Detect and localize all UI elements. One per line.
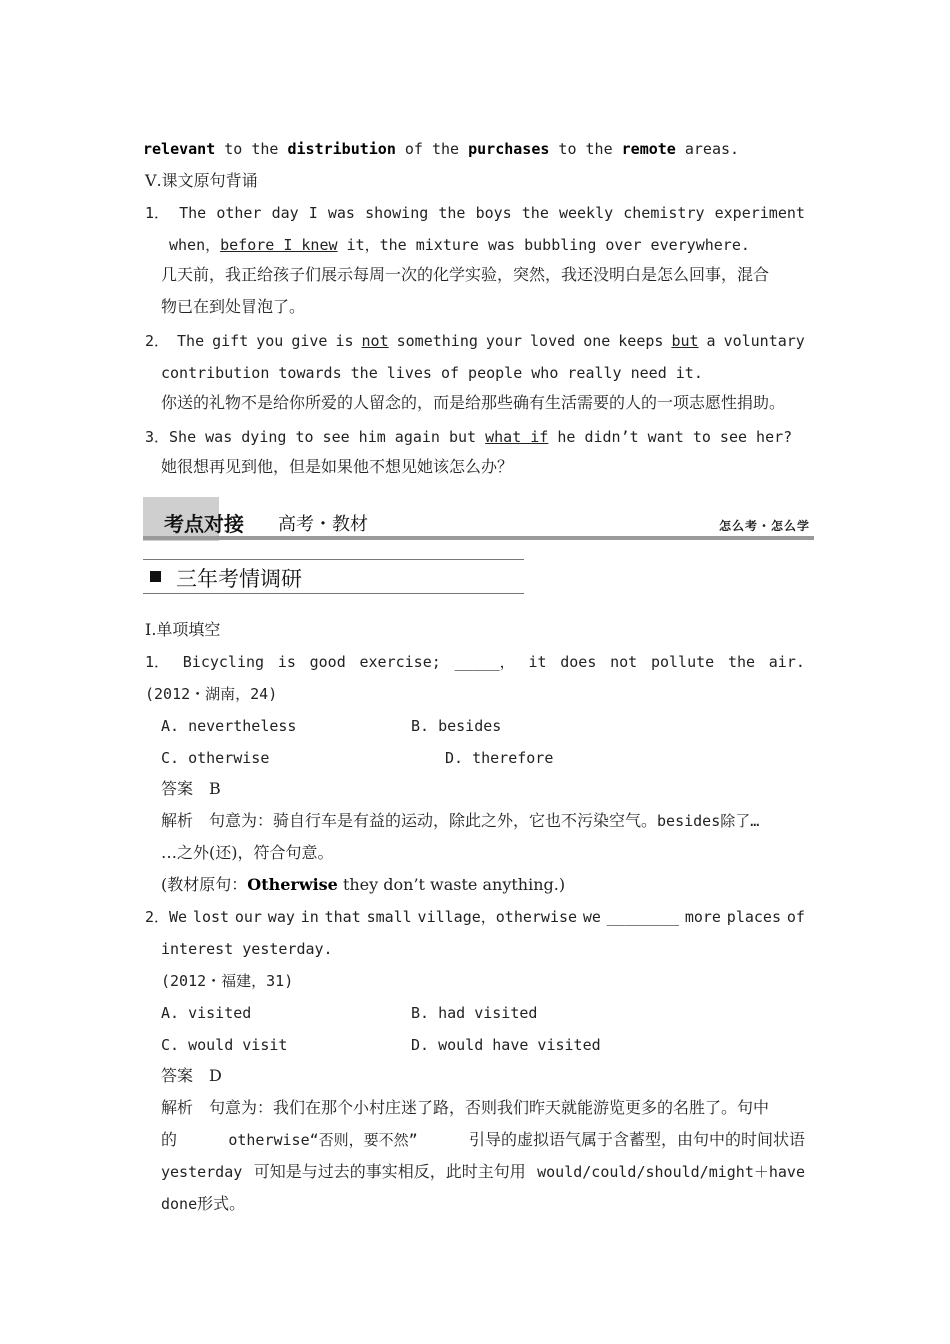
word: we — [582, 908, 601, 926]
word: voluntary — [723, 332, 805, 350]
text-segment: yesterday — [161, 1163, 243, 1181]
word: the — [521, 204, 549, 222]
banner-title: 考点对接 — [164, 512, 244, 536]
question-2-line-2: interest yesterday. — [161, 940, 333, 958]
word: the — [727, 653, 756, 671]
word: places — [726, 908, 781, 926]
word: 1． — [145, 653, 170, 671]
word: day — [271, 204, 299, 222]
sentence-3-translation: 她很想再见到他，但是如果他不想见她该怎么办？ — [161, 457, 514, 476]
text-segment: what if — [485, 428, 549, 446]
word: weekly — [558, 204, 614, 222]
question-1-source: (2012・湖南，24) — [145, 685, 278, 703]
text-segment: 引导的虚拟语气属于含蓄型，由句中的时间状语 — [468, 1130, 805, 1149]
text-segment: 形式。 — [197, 1194, 246, 1213]
word: Bicycling — [182, 653, 265, 671]
question-1-option-b: B. besides — [411, 717, 502, 735]
text-segment: 解析 句意为：骑自行车是有益的运动，除此之外，它也不污染空气。 — [161, 811, 658, 830]
word: good — [309, 653, 346, 671]
sentence-2-line-1 — [145, 331, 805, 351]
word: boys — [475, 204, 512, 222]
question-2-option-c: C. would visit — [161, 1036, 288, 1054]
text-segment: to the — [215, 140, 288, 158]
section-top-rule — [143, 559, 524, 560]
text-segment: remote — [621, 140, 676, 158]
section-title: 三年考情调研 — [176, 567, 302, 591]
word: _____， — [454, 653, 515, 671]
word: does — [560, 653, 597, 671]
sentence-2-line-2: contribution towards the lives of people who really need it. — [161, 364, 703, 382]
word: our — [234, 908, 262, 926]
word: 2．We — [145, 908, 188, 926]
word: keeps — [618, 332, 664, 350]
word: I — [308, 204, 318, 222]
continuation-line — [143, 139, 739, 159]
word: a — [706, 332, 716, 350]
question-2-option-d: D. would have visited — [411, 1036, 601, 1054]
word: small — [366, 908, 412, 926]
word: the — [438, 204, 466, 222]
text-segment: areas. — [675, 140, 740, 158]
word: not — [361, 332, 389, 350]
word: was — [327, 204, 355, 222]
section-v-heading: Ⅴ.课文原句背诵 — [145, 171, 258, 190]
question-1-analysis-1 — [161, 811, 759, 831]
sentence-1-line-1 — [145, 203, 805, 223]
word: of — [786, 908, 805, 926]
question-2-analysis-2 — [161, 1130, 805, 1150]
word: you — [256, 332, 284, 350]
text-segment: he didn’t want to see her? — [548, 428, 793, 446]
question-2-analysis-1: 解析 句意为：我们在那个小村庄迷了路，否则我们昨天就能游览更多的名胜了。句中 — [161, 1098, 770, 1117]
word: your — [485, 332, 523, 350]
text-segment: purchases — [468, 140, 550, 158]
square-bullet-icon — [150, 571, 161, 582]
text-segment: before I knew — [220, 236, 338, 254]
word: ________ — [606, 908, 680, 926]
question-1-option-d: D. therefore — [445, 749, 554, 767]
word: showing — [365, 204, 429, 222]
text-segment: to the — [549, 140, 622, 158]
word: one — [583, 332, 611, 350]
question-2-source: (2012・福建，31) — [161, 972, 294, 990]
question-1-option-a: A. nevertheless — [161, 717, 297, 735]
text-segment: done — [161, 1195, 198, 1213]
word: chemistry — [623, 204, 705, 222]
word: is — [335, 332, 354, 350]
banner-right-label: 怎么考・怎么学 — [718, 519, 810, 533]
text-segment: distribution — [287, 140, 396, 158]
word: it — [528, 653, 547, 671]
word: The — [177, 332, 205, 350]
question-1-origin — [161, 875, 565, 895]
sentence-1-line-2 — [169, 235, 750, 255]
question-2-analysis-4 — [161, 1194, 245, 1214]
text-segment: they don’t waste anything.) — [337, 875, 566, 894]
sentence-1-translation-1: 几天前，我正给孩子们展示每周一次的化学实验，突然，我还没明白是怎么回事，混合 — [161, 265, 770, 284]
word: other — [216, 204, 262, 222]
question-2-option-a: A. visited — [161, 1004, 252, 1022]
word: more — [684, 908, 721, 926]
word: pollute — [650, 653, 715, 671]
word: way — [267, 908, 295, 926]
word: loved — [530, 332, 576, 350]
question-2-answer: 答案 D — [161, 1066, 222, 1085]
section-bottom-rule — [143, 593, 524, 594]
question-2-option-b: B. had visited — [411, 1004, 538, 1022]
text-segment: would/could/should/might＋have — [537, 1163, 805, 1181]
word: gift — [212, 332, 249, 350]
word: give — [291, 332, 328, 350]
question-1-line-1 — [145, 652, 805, 672]
sentence-1-translation-2: 物已在到处冒泡了。 — [161, 297, 306, 316]
question-1-analysis-2: …之外(还)，符合句意。 — [161, 843, 334, 862]
sentence-2-translation: 你送的礼物不是给你所爱的人留念的，而是给那些确有生活需要的人的一项志愿性捐助。 — [161, 393, 786, 412]
word: 1． — [145, 204, 170, 222]
word: is — [277, 653, 296, 671]
word: something — [396, 332, 478, 350]
text-segment: it，the mixture was bubbling over everywhere. — [337, 236, 750, 254]
word: village，otherwise — [417, 908, 578, 926]
text-segment: 3．She was dying to see him again but — [145, 428, 486, 446]
word: experiment — [714, 204, 805, 222]
word: 2． — [145, 332, 170, 350]
word: lost — [192, 908, 230, 926]
question-2-line-1 — [145, 907, 805, 927]
text-segment: relevant — [143, 140, 216, 158]
text-segment: when， — [169, 236, 221, 254]
word: not — [610, 653, 638, 671]
text-segment: Otherwise — [247, 875, 338, 894]
word: but — [671, 332, 699, 350]
question-1-answer: 答案 B — [161, 779, 221, 798]
word: The — [179, 204, 207, 222]
text-segment: otherwise“否则，要不然” — [228, 1131, 418, 1149]
text-segment: of the — [395, 140, 469, 158]
question-1-option-c: C. otherwise — [161, 749, 270, 767]
exercise-heading: Ⅰ.单项填空 — [145, 620, 221, 639]
text-segment: 的 — [161, 1130, 178, 1149]
banner-subtitle: 高考・教材 — [278, 514, 368, 535]
text-segment: besides除了… — [657, 812, 760, 830]
word: in — [300, 908, 319, 926]
word: exercise; — [359, 653, 441, 671]
word: that — [324, 908, 361, 926]
word: air. — [768, 653, 805, 671]
sentence-3-line-1 — [145, 427, 792, 447]
text-segment: (教材原句： — [161, 875, 248, 894]
question-2-analysis-3 — [161, 1162, 805, 1182]
text-segment: 可知是与过去的事实相反，此时主句用 — [253, 1162, 526, 1181]
